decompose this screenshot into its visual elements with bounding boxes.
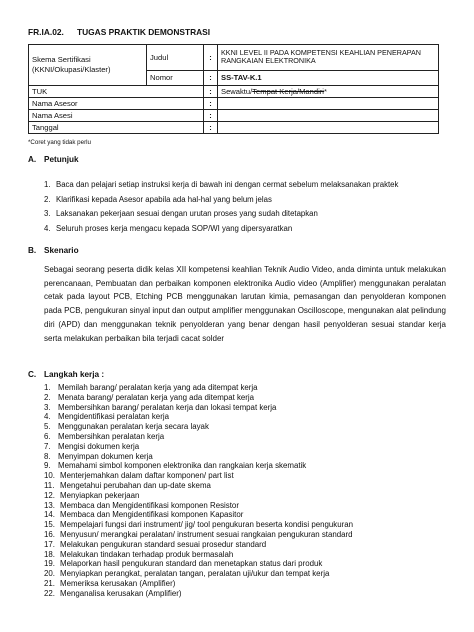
section-a-heading (28, 155, 79, 164)
section-c-letter: C. (28, 370, 37, 379)
strike-note: *Coret yang tidak perlu (28, 139, 91, 146)
list-item: 2. Klarifikasi kepada Asesor apabila ada hal-hal yang belum jelas (44, 194, 272, 204)
list-item: 18. Melakukan tindakan terhadap produk bermasalah (44, 549, 234, 559)
work-steps-list (44, 383, 353, 599)
list-item: 19. Melaporkan hasil pengukuran standard dan menetapkan status dari produk (44, 559, 323, 569)
list-item: 20. Menyiapkan perangkat, peralatan tangan, peralatan uji/ukur dan tempat kerja (44, 569, 330, 579)
section-b-title: Skenario (44, 246, 79, 255)
list-item: 4. Mengidentifikasi peralatan kerja (44, 412, 169, 422)
tanggal-colon: : (204, 122, 218, 134)
asesi-value (218, 110, 439, 122)
tuk-option-struck: Tempat Kerja/Mandiri (252, 87, 324, 96)
asesi-label: Nama Asesi (29, 110, 204, 122)
list-item: 5. Menggunakan peralatan kerja secara layak (44, 422, 209, 432)
skema-label: Skema Sertifikasi (KKNI/Okupasi/Klaster) (29, 45, 147, 86)
tanggal-value (218, 122, 439, 134)
section-b-heading (28, 246, 79, 255)
document-header (28, 27, 211, 37)
list-item: 9. Memahami simbol komponen elektronika dan rangkaian kerja skematik (44, 461, 307, 471)
list-item: 1. Baca dan pelajari setiap instruksi kerja di bawah ini dengan cermat sebelum melaksanakan praktek (44, 180, 399, 189)
nomor-colon: : (204, 70, 218, 85)
list-item: 21. Memeriksa kerusakan (Amplifier) (44, 578, 176, 588)
instruction-list (44, 178, 454, 236)
tanggal-label: Tanggal (29, 122, 204, 134)
tuk-colon: : (204, 86, 218, 98)
tuk-value (218, 86, 439, 98)
list-item: 13. Membaca dan Mengidentifikasi komponen Resistor (44, 500, 239, 510)
judul-value: KKNI LEVEL II PADA KOMPETENSI KEAHLIAN PENERAPAN RANGKAIAN ELEKTRONIKA (218, 45, 439, 71)
section-c-title: Langkah kerja : (44, 370, 105, 379)
tuk-label: TUK (29, 86, 204, 98)
section-b-letter: B. (28, 246, 37, 255)
scenario-paragraph: Sebagai seorang peserta didik kelas XII kompetensi keahlian Teknik Audio Video, anda diminta untuk melakukan perencanaan, Pembuatan dan perbaikan komponen elektronika Audio video (Amplifier) menggunakan peralatan cetak pada layout PCB, Etching PCB menggunakan larutan kimia, pemasangan dan penyolderan komponen pada PCB, pengukuran sinyal input dan output amplifier menggunakan Oscilloscope, mengunakan alat pelindung diri (APD) dan menggunakan teknik penyolderan yang benar dengan hasil penyolderan sesuai standar kerja serta melakukan perbaikan bila terjadi cacat solder (44, 265, 446, 343)
list-item: 10. Menterjemahkan dalam daftar komponen/ part list (44, 471, 234, 481)
list-item: 11. Mengetahui perubahan dan up-date skema (44, 480, 211, 490)
assessment-info-table (28, 44, 439, 134)
list-item: 1. Memilah barang/ peralatan kerja yang ada ditempat kerja (44, 383, 258, 392)
judul-colon: : (204, 45, 218, 71)
list-item: 2. Menata barang/ peralatan kerja yang ada ditempat kerja (44, 392, 255, 402)
list-item: 6. Membersihkan peralatan kerja (44, 431, 165, 441)
list-item: 8. Menyimpan dokumen kerja (44, 451, 153, 461)
asesor-value (218, 98, 439, 110)
tuk-option-sewaktu: Sewaktu/ (221, 87, 253, 96)
nomor-label: Nomor (147, 70, 204, 85)
section-a-title: Petunjuk (44, 155, 79, 164)
asesor-colon: : (204, 98, 218, 110)
judul-label: Judul (147, 45, 204, 71)
tuk-asterisk: * (324, 87, 327, 96)
section-c-heading (28, 370, 104, 379)
form-code: FR.IA.02. (28, 27, 64, 37)
list-item: 14. Membaca dan Mengidentifikasi komponen Kapasitor (44, 510, 244, 520)
list-item: 12. Menyiapkan pekerjaan (44, 490, 140, 500)
section-a-letter: A. (28, 155, 37, 164)
nomor-value: SS-TAV-K.1 (218, 70, 439, 85)
asesi-colon: : (204, 110, 218, 122)
list-item: 3. Laksanakan pekerjaan sesuai dengan urutan proses yang sudah ditetapkan (44, 209, 318, 218)
asesor-label: Nama Asesor (29, 98, 204, 110)
document-title: TUGAS PRAKTIK DEMONSTRASI (77, 27, 211, 37)
list-item: 17. Melakukan pengukuran standard sesuai prosedur standard (44, 539, 267, 549)
list-item: 22. Menganalisa kerusakan (Amplifier) (44, 588, 182, 598)
list-item: 16. Menyusun/ merangkai peralatan/ instrument sesuai rangkaian pengukuran standard (44, 529, 353, 539)
list-item: 15. Mempelajari fungsi dari instrument/ jig/ tool pengukuran beserta kondisi pengukuran (44, 520, 353, 530)
list-item: 3. Membersihkan barang/ peralatan kerja dan lokasi tempat kerja (44, 402, 277, 412)
list-item: 7. Mengisi dokumen kerja (44, 441, 140, 451)
list-item: 4. Seluruh proses kerja mengacu kepada SOP/WI yang dipersyaratkan (44, 223, 293, 233)
